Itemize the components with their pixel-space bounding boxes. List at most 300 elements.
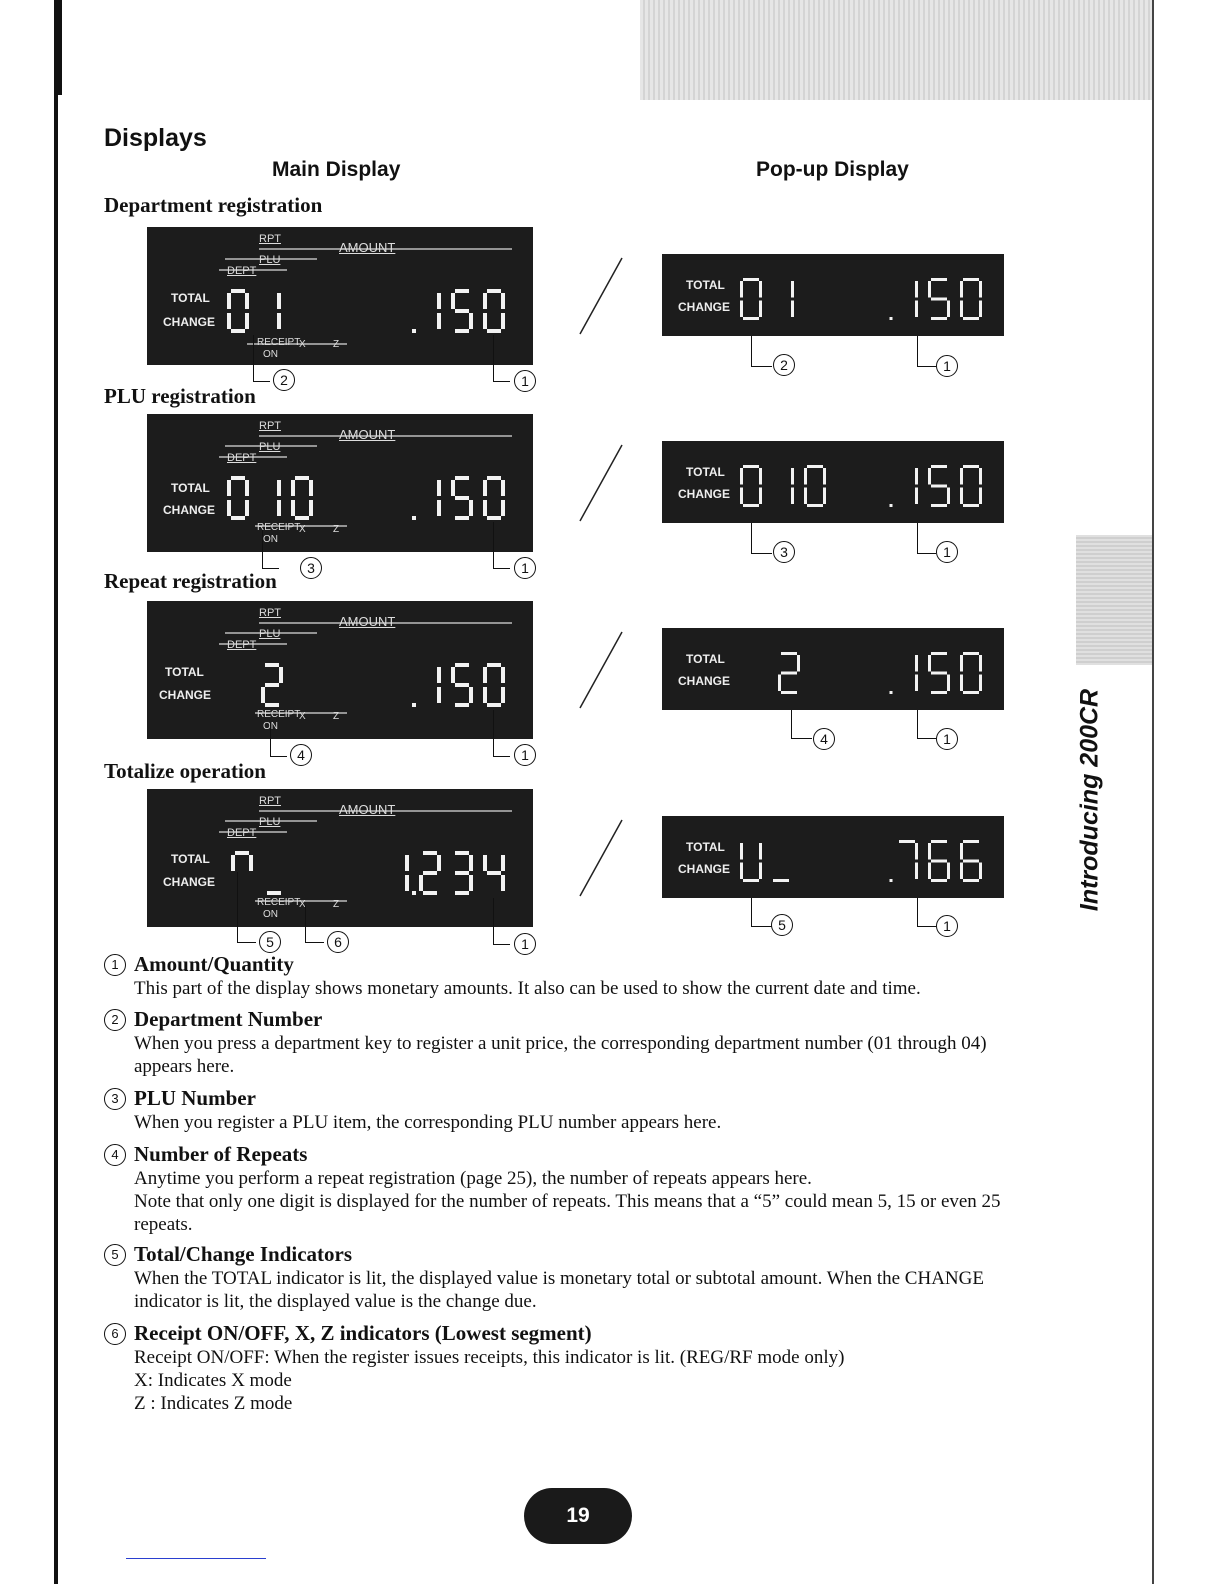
x-indicator: X bbox=[299, 899, 306, 910]
segment bbox=[963, 879, 979, 882]
segment bbox=[291, 480, 295, 496]
callout-line bbox=[253, 335, 270, 382]
segment bbox=[437, 855, 441, 871]
segment bbox=[501, 667, 505, 683]
segment bbox=[265, 703, 279, 707]
footer-rule bbox=[126, 1558, 266, 1559]
amount-indicator: AMOUNT bbox=[339, 427, 396, 442]
segment bbox=[899, 840, 915, 843]
segment bbox=[963, 840, 979, 843]
segment bbox=[487, 516, 501, 520]
callout-1: 1 bbox=[514, 744, 536, 766]
segment bbox=[487, 703, 501, 707]
receipt-on-indicator: ON bbox=[263, 721, 278, 732]
segment bbox=[947, 863, 950, 880]
page-number: 19 bbox=[524, 1488, 632, 1544]
segment bbox=[791, 468, 794, 485]
segment bbox=[979, 655, 982, 672]
segment bbox=[501, 687, 505, 703]
page-title: Displays bbox=[104, 124, 207, 152]
segment bbox=[501, 293, 505, 309]
receipt-indicator: RECEIPT bbox=[257, 337, 301, 348]
z-indicator: Z bbox=[333, 339, 340, 350]
plu-indicator: PLU bbox=[259, 254, 281, 266]
segment bbox=[455, 496, 469, 500]
z-indicator: Z bbox=[333, 524, 340, 535]
segment bbox=[915, 843, 918, 860]
segment bbox=[979, 488, 982, 505]
segment bbox=[963, 652, 979, 655]
decimal-point bbox=[412, 516, 416, 520]
segment bbox=[455, 476, 469, 480]
segment bbox=[931, 652, 947, 655]
popup-display-dept bbox=[662, 254, 1004, 336]
total-indicator: TOTAL bbox=[171, 852, 210, 866]
receipt-on-indicator: ON bbox=[263, 349, 278, 360]
item-title: Number of Repeats bbox=[134, 1142, 308, 1166]
callout-1: 1 bbox=[936, 355, 958, 377]
segment bbox=[928, 655, 931, 672]
segment bbox=[931, 465, 947, 468]
segment bbox=[960, 675, 963, 692]
segment bbox=[743, 278, 759, 281]
segment bbox=[928, 843, 931, 860]
x-indicator: X bbox=[299, 711, 306, 722]
main-display-plu bbox=[147, 414, 533, 552]
popup-display-repeat bbox=[662, 628, 1004, 710]
change-indicator: CHANGE bbox=[678, 300, 731, 314]
dept-indicator: DEPT bbox=[227, 827, 257, 839]
segment bbox=[947, 488, 950, 505]
segment bbox=[963, 317, 979, 320]
main-display-heading: Main Display bbox=[272, 158, 401, 181]
section-title-plu: PLU registration bbox=[104, 384, 256, 408]
segment bbox=[773, 879, 789, 882]
segment bbox=[419, 875, 423, 891]
segment bbox=[309, 480, 313, 496]
segment bbox=[931, 840, 947, 843]
segment bbox=[781, 652, 797, 655]
item-text: When you press a department key to register a unit price, the corresponding department number (01 through 04) appears here. bbox=[134, 1033, 987, 1077]
segment bbox=[931, 879, 947, 882]
plu-indicator: PLU bbox=[259, 816, 281, 828]
segment bbox=[279, 667, 283, 683]
callout-4: 4 bbox=[813, 728, 835, 750]
slash-divider bbox=[576, 256, 626, 336]
total-indicator: TOTAL bbox=[165, 665, 204, 679]
segment bbox=[483, 313, 487, 329]
segment bbox=[483, 500, 487, 516]
x-indicator: X bbox=[299, 524, 306, 535]
segment bbox=[227, 500, 231, 516]
callout-line bbox=[751, 523, 772, 554]
callout-line bbox=[493, 335, 510, 382]
segment bbox=[291, 500, 295, 516]
segment bbox=[743, 879, 759, 882]
segment bbox=[227, 313, 231, 329]
item-title: Total/Change Indicators bbox=[134, 1242, 353, 1266]
segment bbox=[740, 863, 743, 880]
plu-indicator: PLU bbox=[259, 441, 281, 453]
main-display-totalize bbox=[147, 789, 533, 927]
total-indicator: TOTAL bbox=[686, 465, 725, 479]
segment bbox=[231, 516, 245, 520]
item-number: 4 bbox=[104, 1144, 126, 1166]
segment bbox=[931, 485, 947, 488]
segment bbox=[931, 317, 947, 320]
total-indicator: TOTAL bbox=[686, 840, 725, 854]
segment bbox=[265, 683, 279, 687]
side-label-text: Introducing 200CR bbox=[1075, 688, 1104, 912]
segment bbox=[277, 293, 281, 309]
item-title: Amount/Quantity bbox=[134, 952, 294, 976]
item-title: Department Number bbox=[134, 1007, 323, 1031]
item-text: Z : Indicates Z mode bbox=[134, 1393, 293, 1414]
item-number: 6 bbox=[104, 1323, 126, 1345]
segment bbox=[501, 313, 505, 329]
rpt-indicator: RPT bbox=[259, 420, 281, 432]
segment bbox=[451, 293, 455, 309]
callout-line bbox=[917, 898, 936, 927]
description-item-5 bbox=[104, 1242, 1034, 1313]
section-title-repeat: Repeat registration bbox=[104, 569, 277, 593]
amount-digits bbox=[373, 472, 509, 532]
page-border-left bbox=[54, 0, 58, 1584]
segment bbox=[759, 488, 762, 505]
segment bbox=[979, 863, 982, 880]
segment bbox=[791, 301, 794, 318]
description-item-1 bbox=[104, 952, 1034, 1000]
segment bbox=[501, 500, 505, 516]
segment bbox=[759, 281, 762, 298]
receipt-on-indicator: ON bbox=[263, 909, 278, 920]
segment bbox=[804, 488, 807, 505]
receipt-indicator: RECEIPT bbox=[257, 897, 301, 908]
item-text: X: Indicates X mode bbox=[134, 1370, 292, 1391]
plu-indicator: PLU bbox=[259, 628, 281, 640]
segment bbox=[455, 289, 469, 293]
callout-line bbox=[305, 905, 324, 943]
popup-display-plu bbox=[662, 441, 1004, 523]
callout-2: 2 bbox=[773, 354, 795, 376]
amount-digits bbox=[858, 461, 986, 515]
segment bbox=[963, 278, 979, 281]
change-indicator: CHANGE bbox=[163, 875, 216, 889]
segment bbox=[265, 663, 279, 667]
segment bbox=[740, 488, 743, 505]
change-indicator: CHANGE bbox=[678, 674, 731, 688]
segment bbox=[931, 672, 947, 675]
segment bbox=[455, 871, 469, 875]
rpt-indicator: RPT bbox=[259, 795, 281, 807]
segment bbox=[963, 691, 979, 694]
segment bbox=[295, 516, 309, 520]
segment bbox=[423, 891, 437, 895]
dept-number-digits bbox=[225, 285, 365, 345]
segment bbox=[231, 855, 235, 871]
segment bbox=[277, 500, 281, 516]
segment bbox=[249, 855, 253, 871]
segment bbox=[501, 480, 505, 496]
item-text: Receipt ON/OFF: When the register issues receipts, this indicator is lit. (REG/RF mode only) bbox=[134, 1347, 845, 1368]
change-indicator: CHANGE bbox=[163, 503, 216, 517]
callout-line bbox=[751, 898, 772, 927]
segment bbox=[960, 863, 963, 880]
segment bbox=[778, 675, 781, 692]
segment bbox=[915, 675, 918, 692]
callout-1: 1 bbox=[514, 933, 536, 955]
segment bbox=[979, 468, 982, 485]
change-indicator: CHANGE bbox=[159, 688, 212, 702]
total-indicator: TOTAL bbox=[171, 481, 210, 495]
item-number: 1 bbox=[104, 954, 126, 976]
segment bbox=[483, 855, 487, 871]
segment bbox=[437, 480, 441, 496]
segment bbox=[931, 278, 947, 281]
page-border-right bbox=[1152, 0, 1154, 1584]
segment bbox=[487, 663, 501, 667]
segment bbox=[227, 293, 231, 309]
callout-line bbox=[237, 872, 256, 943]
callout-line bbox=[262, 530, 279, 569]
segment bbox=[931, 504, 947, 507]
segment bbox=[823, 468, 826, 485]
decimal-point bbox=[412, 891, 416, 895]
callout-1: 1 bbox=[514, 557, 536, 579]
callout-4: 4 bbox=[290, 744, 312, 766]
segment bbox=[791, 488, 794, 505]
segment bbox=[469, 687, 473, 703]
segment bbox=[451, 667, 455, 683]
section-title-totalize: Totalize operation bbox=[104, 759, 266, 783]
item-text: Note that only one digit is displayed for the number of repeats. This means that a “5” could mean 5, 15 or even 25 repeats. bbox=[134, 1191, 1001, 1235]
segment bbox=[947, 301, 950, 318]
segment bbox=[487, 476, 501, 480]
side-label bbox=[1060, 680, 1120, 920]
segment bbox=[781, 691, 797, 694]
segment bbox=[797, 655, 800, 672]
segment bbox=[231, 476, 245, 480]
amount-indicator: AMOUNT bbox=[339, 802, 396, 817]
segment bbox=[437, 313, 441, 329]
amount-digits bbox=[858, 836, 986, 890]
segment bbox=[483, 480, 487, 496]
segment bbox=[267, 891, 281, 895]
segment bbox=[960, 488, 963, 505]
callout-1: 1 bbox=[936, 915, 958, 937]
item-text: When the TOTAL indicator is lit, the displayed value is monetary total or subtotal amount. When the CHANGE indicator is lit, the displayed value is the change due. bbox=[134, 1268, 984, 1312]
segment bbox=[931, 691, 947, 694]
segment bbox=[455, 891, 469, 895]
segment bbox=[960, 281, 963, 298]
total-indicator: TOTAL bbox=[171, 291, 210, 305]
callout-6: 6 bbox=[327, 931, 349, 953]
description-item-2 bbox=[104, 1007, 1034, 1078]
segment bbox=[915, 655, 918, 672]
segment bbox=[227, 480, 231, 496]
callout-line bbox=[917, 523, 936, 554]
segment bbox=[245, 293, 249, 309]
callout-5: 5 bbox=[771, 914, 793, 936]
segment bbox=[261, 687, 265, 703]
amount-digits bbox=[858, 648, 986, 702]
dept-number-digits bbox=[738, 274, 868, 328]
dept-indicator: DEPT bbox=[227, 452, 257, 464]
segment bbox=[743, 504, 759, 507]
item-title: Receipt ON/OFF, X, Z indicators (Lowest segment) bbox=[134, 1321, 592, 1345]
receipt-indicator: RECEIPT bbox=[257, 522, 301, 533]
segment bbox=[437, 500, 441, 516]
amount-digits bbox=[373, 285, 509, 345]
segment bbox=[469, 500, 473, 516]
amount-indicator: AMOUNT bbox=[339, 614, 396, 629]
segment bbox=[931, 298, 947, 301]
item-number: 3 bbox=[104, 1088, 126, 1110]
segment bbox=[743, 465, 759, 468]
segment bbox=[947, 675, 950, 692]
segment bbox=[963, 860, 979, 863]
segment bbox=[807, 504, 823, 507]
segment bbox=[483, 667, 487, 683]
segment bbox=[960, 301, 963, 318]
segment bbox=[437, 687, 441, 703]
rpt-indicator: RPT bbox=[259, 607, 281, 619]
callout-3: 3 bbox=[773, 541, 795, 563]
segment bbox=[740, 281, 743, 298]
segment bbox=[231, 289, 245, 293]
receipt-on-indicator: ON bbox=[263, 534, 278, 545]
item-text: Anytime you perform a repeat registration (page 25), the number of repeats appears here. bbox=[134, 1168, 812, 1189]
segment bbox=[501, 855, 505, 871]
segment bbox=[277, 313, 281, 329]
segment bbox=[423, 871, 437, 875]
segment bbox=[451, 480, 455, 496]
change-indicator: CHANGE bbox=[163, 315, 216, 329]
callout-2: 2 bbox=[273, 369, 295, 391]
callout-line bbox=[493, 522, 510, 569]
segment bbox=[979, 675, 982, 692]
decimal-point bbox=[890, 504, 893, 507]
slash-divider bbox=[576, 818, 626, 898]
description-item-4 bbox=[104, 1142, 1034, 1236]
callout-line bbox=[917, 710, 936, 739]
item-text: When you register a PLU item, the corresponding PLU number appears here. bbox=[134, 1112, 722, 1133]
callout-1: 1 bbox=[936, 541, 958, 563]
segment bbox=[487, 289, 501, 293]
segment bbox=[915, 863, 918, 880]
callout-line bbox=[493, 710, 510, 757]
segment bbox=[309, 500, 313, 516]
amount-digits bbox=[357, 847, 509, 907]
segment bbox=[231, 329, 245, 333]
change-indicator: CHANGE bbox=[678, 487, 731, 501]
segment bbox=[781, 672, 797, 675]
segment bbox=[405, 855, 409, 871]
item-number: 2 bbox=[104, 1009, 126, 1031]
receipt-indicator: RECEIPT bbox=[257, 709, 301, 720]
segment bbox=[743, 317, 759, 320]
amount-digits bbox=[373, 659, 509, 719]
callout-1: 1 bbox=[936, 728, 958, 750]
segment bbox=[277, 480, 281, 496]
repeat-count-digit bbox=[776, 648, 826, 702]
segment bbox=[740, 301, 743, 318]
slash-divider bbox=[576, 443, 626, 523]
segment bbox=[759, 863, 762, 880]
segment bbox=[245, 500, 249, 516]
segment bbox=[915, 488, 918, 505]
segment bbox=[469, 313, 473, 329]
decimal-point bbox=[412, 703, 416, 707]
segment bbox=[960, 468, 963, 485]
page-border-top-left bbox=[54, 0, 62, 95]
z-indicator: Z bbox=[333, 899, 340, 910]
segment bbox=[928, 468, 931, 485]
segment bbox=[437, 293, 441, 309]
segment bbox=[483, 687, 487, 703]
segment bbox=[483, 293, 487, 309]
segment bbox=[740, 468, 743, 485]
segment bbox=[405, 875, 409, 891]
slash-divider bbox=[576, 630, 626, 710]
segment bbox=[235, 851, 249, 855]
main-display-dept bbox=[147, 227, 533, 365]
segment bbox=[423, 851, 437, 855]
main-display-repeat bbox=[147, 601, 533, 739]
amount-digits bbox=[858, 274, 986, 328]
segment bbox=[960, 843, 963, 860]
segment bbox=[455, 851, 469, 855]
segment bbox=[960, 655, 963, 672]
segment bbox=[928, 863, 931, 880]
segment bbox=[915, 468, 918, 485]
dept-indicator: DEPT bbox=[227, 639, 257, 651]
section-title-dept: Department registration bbox=[104, 193, 323, 217]
segment bbox=[501, 875, 505, 891]
segment bbox=[245, 480, 249, 496]
segment bbox=[963, 465, 979, 468]
callout-line bbox=[791, 710, 812, 739]
description-item-6 bbox=[104, 1321, 1034, 1415]
segment bbox=[455, 329, 469, 333]
segment bbox=[915, 301, 918, 318]
callout-5: 5 bbox=[259, 931, 281, 953]
decimal-point bbox=[890, 691, 893, 694]
callout-line bbox=[917, 336, 936, 367]
popup-display-heading: Pop-up Display bbox=[756, 158, 909, 181]
callout-3: 3 bbox=[300, 557, 322, 579]
change-indicator: CHANGE bbox=[678, 862, 731, 876]
segment bbox=[931, 860, 947, 863]
segment bbox=[455, 663, 469, 667]
z-indicator: Z bbox=[333, 711, 340, 722]
total-indicator: TOTAL bbox=[686, 278, 725, 292]
segment bbox=[791, 281, 794, 298]
decimal-point bbox=[890, 879, 893, 882]
callout-1: 1 bbox=[514, 370, 536, 392]
item-number: 5 bbox=[104, 1244, 126, 1266]
item-text: This part of the display shows monetary amounts. It also can be used to show the current date and time. bbox=[134, 978, 921, 999]
side-tab bbox=[1076, 535, 1152, 665]
segment bbox=[437, 667, 441, 683]
total-change-indicator-digits bbox=[738, 836, 818, 890]
segment bbox=[455, 683, 469, 687]
segment bbox=[963, 504, 979, 507]
segment bbox=[759, 843, 762, 860]
item-title: PLU Number bbox=[134, 1086, 256, 1110]
segment bbox=[979, 281, 982, 298]
dept-indicator: DEPT bbox=[227, 265, 257, 277]
